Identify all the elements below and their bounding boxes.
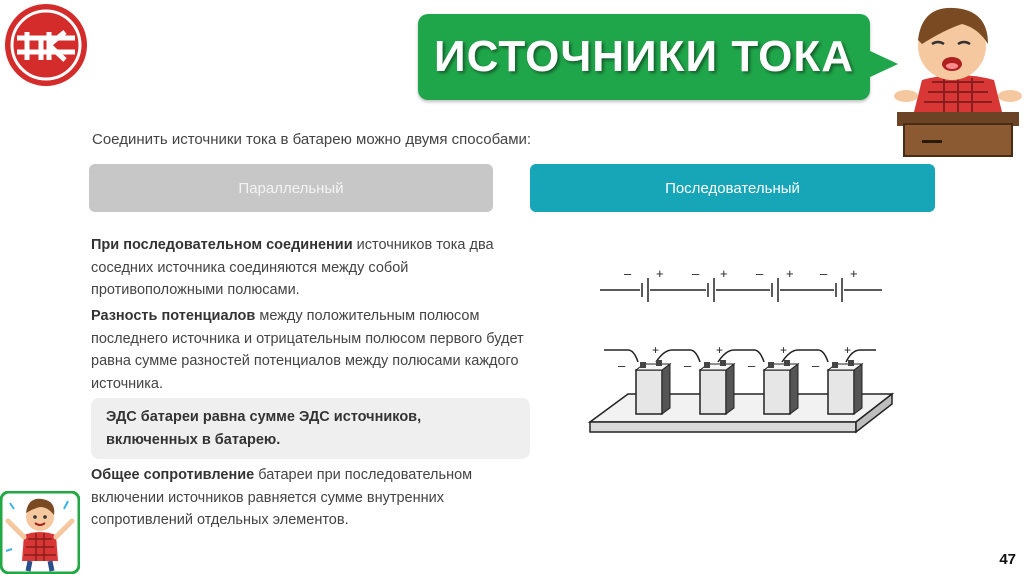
minus-label: –	[820, 266, 828, 281]
page-title: ИСТОЧНИКИ ТОКА	[434, 32, 854, 81]
emf-highlight-text: ЭДС батареи равна сумме ЭДС источников, включенных в батарею.	[106, 409, 422, 448]
plus-label: +	[656, 266, 664, 281]
plus-label: +	[786, 266, 794, 281]
teacher-illustration	[892, 0, 1024, 160]
minus-label: –	[756, 266, 764, 281]
plus-label: +	[780, 343, 788, 357]
battery-illustration	[586, 340, 896, 440]
series-circuit-schematic	[596, 265, 886, 305]
paragraph-series-connection	[91, 234, 511, 302]
cell-symbol-2	[692, 266, 728, 302]
logo	[3, 2, 89, 88]
minus-label: –	[692, 266, 700, 281]
kid-illustration	[0, 491, 80, 574]
cell-symbol-4	[820, 266, 858, 302]
minus-label: –	[624, 266, 632, 281]
plus-label: +	[720, 266, 728, 281]
paragraph-bold: При последовательном соединении	[91, 237, 353, 253]
paragraph-potential-difference	[91, 305, 531, 395]
cell-symbol-3	[756, 266, 794, 302]
intro-text: Соединить источники тока в батарею можно двумя способами:	[92, 131, 532, 148]
plus-label: +	[844, 343, 852, 357]
plus-label: +	[652, 343, 660, 357]
minus-label: –	[618, 358, 626, 373]
minus-label: –	[684, 358, 692, 373]
paragraph-text: батареи при последовательном включении источников равняется сумме внутренних сопротивлений отдельных элементов.	[91, 467, 473, 528]
paragraph-total-resistance	[91, 464, 511, 532]
minus-label: –	[748, 358, 756, 373]
title-banner	[418, 14, 870, 100]
tab-series[interactable]: Последовательный	[530, 164, 935, 212]
cell-symbol-1	[624, 266, 664, 302]
plus-label: +	[716, 343, 724, 357]
plus-label: +	[850, 266, 858, 281]
paragraph-bold: Разность потенциалов	[91, 308, 256, 324]
minus-label: –	[812, 358, 820, 373]
paragraph-text: источников тока два соседних источника соединяются между собой противоположными полюсами.	[91, 237, 494, 298]
tab-parallel[interactable]: Параллельный	[89, 164, 493, 212]
paragraph-bold: Общее сопротивление	[91, 467, 255, 483]
emf-highlight-box	[91, 398, 530, 459]
paragraph-text: между положительным полюсом последнего источника и отрицательным полюсом первого будет равна сумме разностей потенциалов между полюсами каждого источника.	[91, 308, 524, 392]
page-number: 47	[999, 551, 1016, 568]
